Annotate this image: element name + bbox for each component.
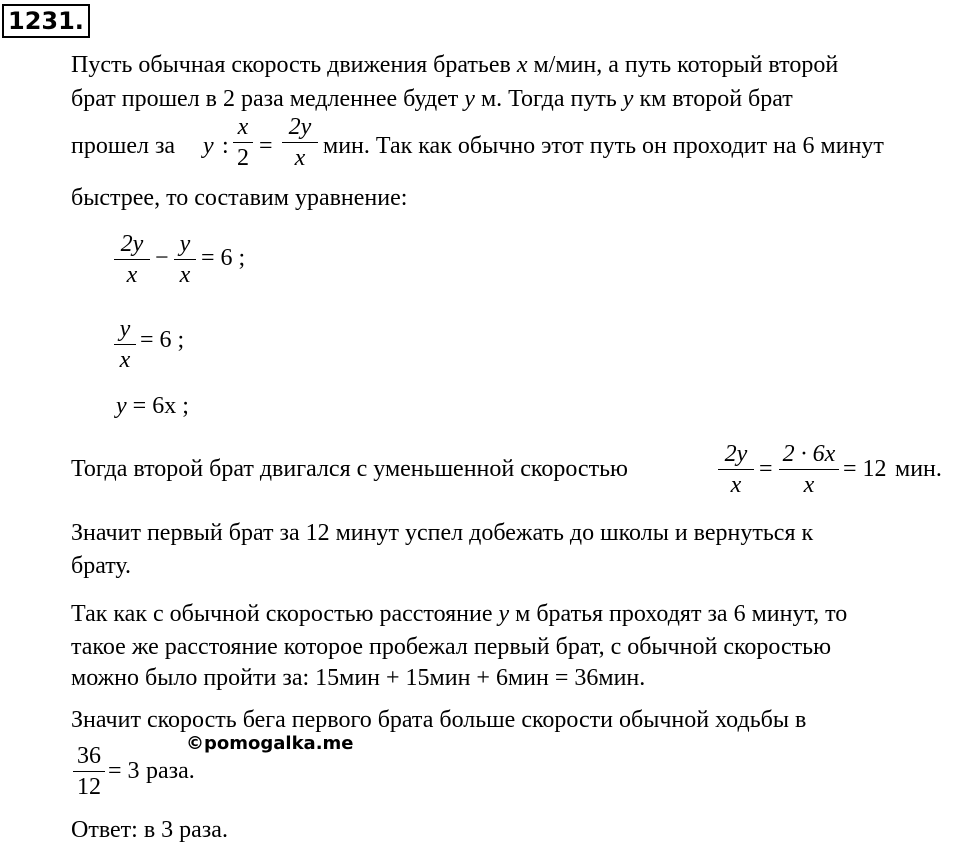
para1-line3-post: мин. Так как обычно этот путь он проходит на 6 минут — [323, 133, 884, 159]
minus: − — [155, 245, 169, 271]
para5-line1: Значит скорость бега первого брата больше скорости обычной ходьбы в — [71, 707, 807, 733]
var-y: y — [498, 601, 510, 627]
var-y: y — [116, 393, 127, 419]
problem-number: 1231. — [2, 4, 90, 38]
colon: : — [222, 133, 229, 159]
text: м/мин, а путь который второй — [527, 52, 839, 78]
equals: = — [759, 456, 773, 482]
numerator: 2 · 6x — [782, 441, 836, 467]
denominator: 2 — [237, 145, 249, 171]
para1-line4: быстрее, то составим уравнение: — [71, 185, 408, 211]
denominator: x — [803, 472, 815, 498]
para5-result: = 3 — [108, 758, 140, 784]
para2-result: = 12 — [843, 456, 887, 482]
numerator: 2y — [120, 231, 144, 257]
text: Так как с обычной скоростью расстояние — [71, 601, 499, 627]
para4-line3: можно было пройти за: 15мин + 15мин + 6мин = 36мин. — [71, 665, 646, 691]
watermark: ©pomogalka.me — [186, 733, 354, 754]
denominator: x — [179, 262, 191, 288]
var-y: y — [464, 86, 475, 112]
para3-line1: Значит первый брат за 12 минут успел добежать до школы и вернуться к — [71, 520, 814, 546]
eq2-rhs: = 6 ; — [140, 327, 185, 353]
var-x: x — [516, 52, 528, 78]
text: м. Тогда путь — [474, 86, 623, 112]
text: км второй брат — [633, 86, 793, 112]
numerator: x — [237, 114, 249, 140]
para1-line3-pre: прошел за — [71, 133, 176, 159]
numerator: y — [119, 316, 131, 342]
var-y: y — [622, 86, 634, 112]
eq2-fraction — [114, 314, 136, 375]
denominator: x — [119, 347, 131, 373]
para4-line2: такое же расстояние которое пробежал первый брат, с обычной скоростью — [71, 634, 832, 660]
eq1-fraction-1 — [114, 229, 150, 290]
para1-line1 — [71, 52, 838, 79]
numerator: 36 — [77, 743, 101, 769]
denominator: x — [730, 472, 742, 498]
para5-post: раза. — [146, 758, 195, 784]
text: м братья проходят за 6 минут, то — [509, 601, 848, 627]
eq3-rest: = 6x ; — [126, 393, 189, 419]
denominator: x — [126, 262, 138, 288]
para3-line2: брату. — [71, 553, 132, 579]
para4-line1 — [71, 601, 847, 628]
para2-pre: Тогда второй брат двигался с уменьшенной скоростью — [71, 456, 628, 482]
text: брат прошел в 2 раза медленнее будет — [71, 86, 465, 112]
answer: Ответ: в 3 раза. — [71, 817, 228, 843]
eq3 — [116, 393, 189, 420]
eq1-fraction-2 — [174, 229, 196, 290]
para2-fraction-1 — [718, 439, 754, 500]
text: Пусть обычная скорость движения братьев — [71, 52, 517, 78]
var-y: y — [203, 133, 214, 159]
denominator: x — [294, 145, 306, 171]
para2-fraction-2 — [779, 439, 839, 500]
numerator: 2y — [288, 114, 312, 140]
equals: = — [259, 133, 273, 159]
eq1-rhs: = 6 ; — [201, 245, 246, 271]
para2-post: мин. — [895, 456, 942, 482]
fraction-x-over-2 — [233, 112, 253, 173]
fraction-2y-over-x — [282, 112, 318, 173]
denominator: 12 — [77, 774, 101, 800]
numerator: 2y — [724, 441, 748, 467]
para1-line2 — [71, 86, 793, 113]
para5-fraction — [73, 741, 105, 802]
numerator: y — [179, 231, 191, 257]
